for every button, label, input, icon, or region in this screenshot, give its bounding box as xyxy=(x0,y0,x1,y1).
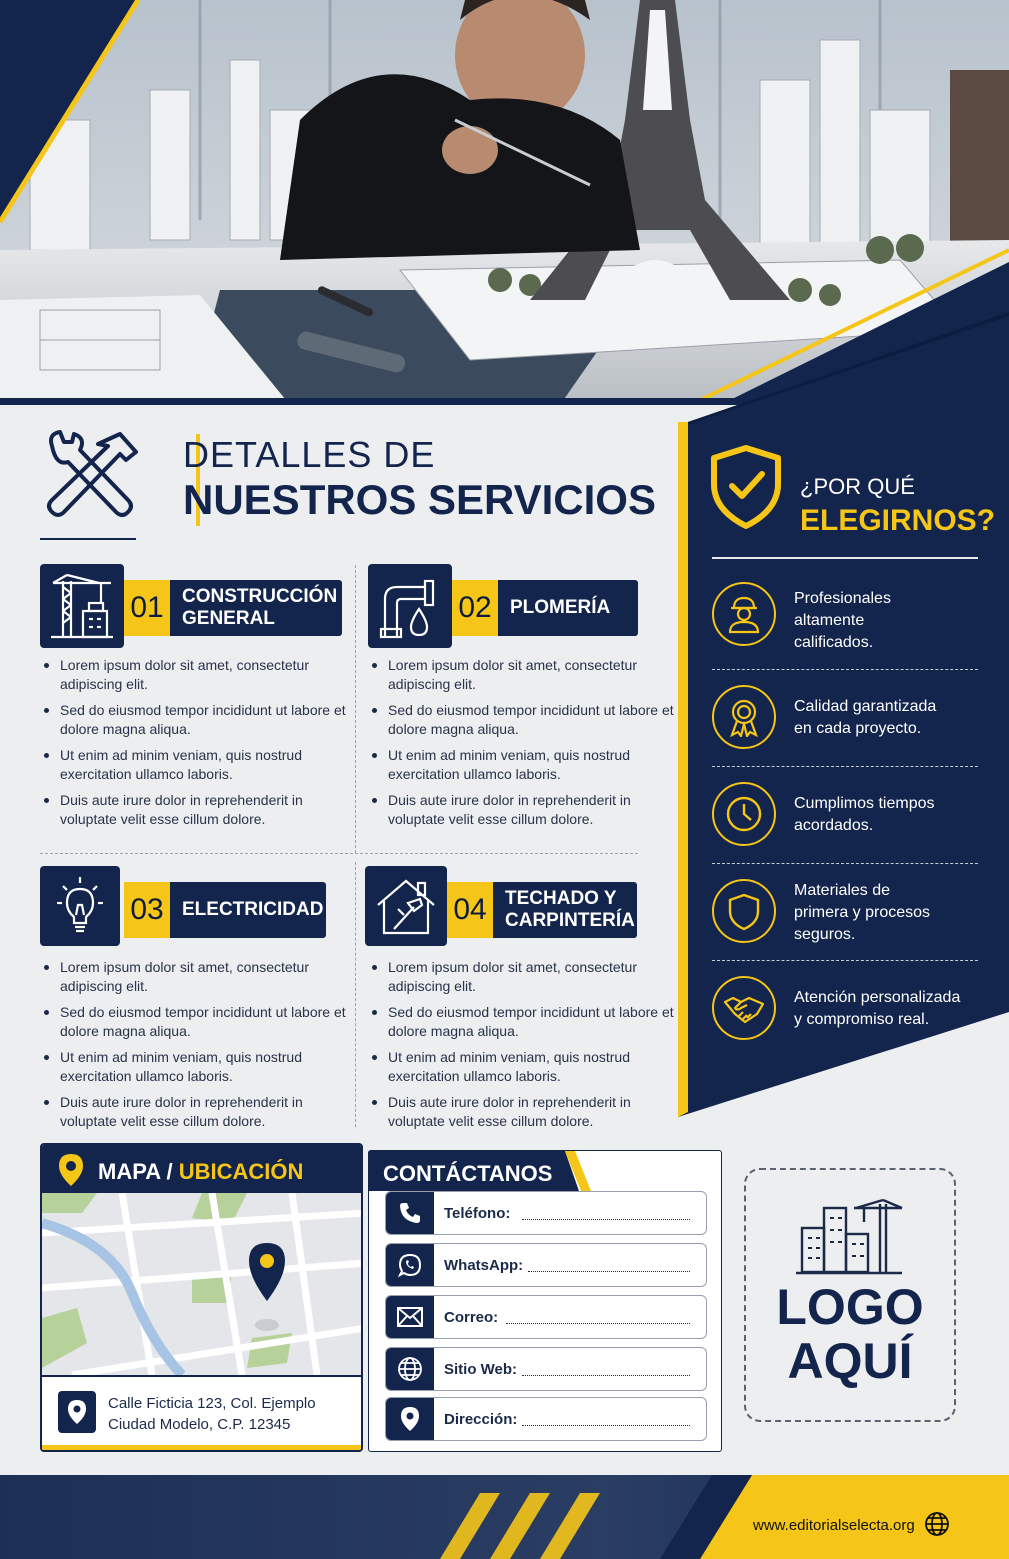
shield-check-icon xyxy=(710,444,782,530)
service-name-line1: ELECTRICIDAD xyxy=(182,899,324,920)
footer-url[interactable]: www.editorialselecta.org xyxy=(753,1517,915,1534)
why-item xyxy=(712,574,978,670)
pipe-drop-icon xyxy=(368,564,452,648)
contact-title: CONTÁCTANOS xyxy=(383,1161,553,1186)
shield-icon xyxy=(712,879,776,943)
service-number: 03 xyxy=(124,882,170,938)
logo-text xyxy=(746,1280,954,1388)
why-item-line: Profesionales xyxy=(794,590,891,607)
contact-row-whatsapp[interactable] xyxy=(385,1243,707,1287)
whatsapp-icon xyxy=(386,1244,434,1286)
why-item-line: Cumplimos tiempos xyxy=(794,795,935,812)
logo-line1: LOGO xyxy=(776,1279,924,1335)
service-bullet: Lorem ipsum dolor sit amet, consectetur adipiscing elit. xyxy=(40,656,350,694)
contact-row-address[interactable] xyxy=(385,1397,707,1441)
service-name-line2: GENERAL xyxy=(182,608,275,629)
service-name-line1: PLOMERÍA xyxy=(510,597,611,618)
map-view[interactable] xyxy=(42,1193,361,1375)
service-name xyxy=(493,882,637,938)
why-item-separator xyxy=(712,960,978,961)
map-card xyxy=(40,1143,363,1452)
envelope-icon xyxy=(386,1296,434,1338)
why-item-separator xyxy=(712,766,978,767)
contact-label: Dirección: xyxy=(444,1411,518,1428)
service-bullet: Sed do eiusmod tempor incididunt ut labore et dolore magna aliqua. xyxy=(40,701,350,739)
why-item-line: Atención personalizada xyxy=(794,989,961,1006)
why-item xyxy=(712,768,978,864)
why-item-line: y compromiso real. xyxy=(794,1011,930,1028)
contact-fill-line xyxy=(522,1375,690,1376)
why-item-line: en cada proyecto. xyxy=(794,720,922,737)
service-number: 01 xyxy=(124,580,170,636)
service-name-line1: CONSTRUCCIÓN xyxy=(182,586,338,607)
why-item-line: Calidad garantizada xyxy=(794,698,937,715)
lightbulb-icon xyxy=(40,866,120,946)
location-pin-icon xyxy=(58,1391,96,1433)
contact-fill-line xyxy=(506,1323,690,1324)
award-ribbon-icon xyxy=(712,685,776,749)
address-line1: Calle Ficticia 123, Col. Ejemplo xyxy=(108,1395,316,1412)
service-bullet: Ut enim ad minim veniam, quis nostrud exercitation ullamco laboris. xyxy=(40,746,350,784)
clock-icon xyxy=(712,782,776,846)
globe-icon xyxy=(386,1348,434,1390)
why-divider xyxy=(712,557,978,559)
service-name xyxy=(170,882,326,938)
service-bullet: Ut enim ad minim veniam, quis nostrud exercitation ullamco laboris. xyxy=(368,1048,675,1086)
contact-row-email[interactable] xyxy=(385,1295,707,1339)
worker-icon xyxy=(712,582,776,646)
why-item-line: seguros. xyxy=(794,926,856,943)
service-name-line1: TECHADO Y xyxy=(505,888,617,909)
service-name-line2: CARPINTERÍA xyxy=(505,910,635,931)
why-item-line: Materiales de xyxy=(794,882,891,899)
address-line2: Ciudad Modelo, C.P. 12345 xyxy=(108,1416,291,1433)
footer xyxy=(0,1475,1009,1559)
globe-icon xyxy=(924,1511,950,1537)
service-name xyxy=(170,580,342,636)
service-divider-horizontal xyxy=(40,853,638,854)
why-item-line: altamente xyxy=(794,612,865,629)
map-accent-bar xyxy=(42,1445,361,1450)
service-divider-vertical xyxy=(355,862,356,1127)
contact-label: Correo: xyxy=(444,1309,499,1326)
service-bullet: Ut enim ad minim veniam, quis nostrud exercitation ullamco laboris. xyxy=(40,1048,350,1086)
service-bullet: Lorem ipsum dolor sit amet, consectetur adipiscing elit. xyxy=(368,656,678,694)
crane-building-icon xyxy=(40,564,124,648)
why-choose-us-panel xyxy=(668,312,1009,1117)
location-pin-icon xyxy=(58,1153,84,1187)
service-bullet: Lorem ipsum dolor sit amet, consectetur adipiscing elit. xyxy=(40,958,350,996)
service-divider-vertical xyxy=(355,565,356,853)
title-underline xyxy=(40,538,136,540)
why-item xyxy=(712,865,978,961)
service-card-electricity xyxy=(40,866,350,1138)
service-bullet: Sed do eiusmod tempor incididunt ut labore et dolore magna aliqua. xyxy=(368,1003,675,1041)
contact-row-phone[interactable] xyxy=(385,1191,707,1235)
why-answer: ELEGIRNOS? xyxy=(800,504,996,537)
contact-fill-line xyxy=(522,1425,690,1426)
map-address xyxy=(42,1375,361,1452)
why-item-line: calificados. xyxy=(794,634,874,651)
service-bullet: Duis aute irure dolor in reprehenderit in voluptate velit esse cillum dolore. xyxy=(40,1093,350,1131)
handshake-icon xyxy=(712,976,776,1040)
why-item-separator xyxy=(712,669,978,670)
contact-card xyxy=(368,1150,722,1452)
wrench-hammer-icon xyxy=(40,430,140,525)
why-item-line: primera y procesos xyxy=(794,904,931,921)
location-pin-icon xyxy=(386,1398,434,1440)
contact-label: Sitio Web: xyxy=(444,1361,518,1378)
map-title-b: UBICACIÓN xyxy=(178,1159,304,1184)
service-bullet: Sed do eiusmod tempor incididunt ut labore et dolore magna aliqua. xyxy=(368,701,678,739)
map-title xyxy=(98,1159,303,1185)
map-title-a: MAPA / xyxy=(98,1159,173,1184)
phone-icon xyxy=(386,1192,434,1234)
why-question: ¿POR QUÉ xyxy=(800,474,915,499)
service-bullet: Duis aute irure dolor in reprehenderit in voluptate velit esse cillum dolore. xyxy=(368,791,678,829)
house-hammer-icon xyxy=(365,866,447,946)
service-card-roofing xyxy=(365,866,675,1138)
contact-label: Teléfono: xyxy=(444,1205,511,1222)
map-header xyxy=(42,1145,361,1193)
page-title-line2: NUESTROS SERVICIOS xyxy=(183,476,656,523)
contact-row-website[interactable] xyxy=(385,1347,707,1391)
contact-fill-line xyxy=(522,1219,690,1220)
service-card-construction xyxy=(40,564,350,836)
services-title-block xyxy=(40,430,656,540)
logo-placeholder xyxy=(744,1168,956,1422)
why-item-separator xyxy=(712,863,978,864)
service-number: 02 xyxy=(452,580,498,636)
service-bullet: Sed do eiusmod tempor incididunt ut labore et dolore magna aliqua. xyxy=(40,1003,350,1041)
contact-label: WhatsApp: xyxy=(444,1257,524,1274)
why-item-line: acordados. xyxy=(794,817,874,834)
page-title-line1: DETALLES DE xyxy=(183,434,436,475)
service-bullet: Lorem ipsum dolor sit amet, consectetur adipiscing elit. xyxy=(368,958,675,996)
service-card-plumbing xyxy=(368,564,678,836)
buildings-crane-icon xyxy=(794,1198,904,1276)
service-bullet: Duis aute irure dolor in reprehenderit in voluptate velit esse cillum dolore. xyxy=(368,1093,675,1131)
why-item xyxy=(712,962,978,1052)
logo-line2: AQUÍ xyxy=(787,1333,913,1389)
contact-fill-line xyxy=(528,1271,690,1272)
why-item xyxy=(712,671,978,767)
service-name xyxy=(498,580,638,636)
service-number: 04 xyxy=(447,882,493,938)
service-bullet: Ut enim ad minim veniam, quis nostrud exercitation ullamco laboris. xyxy=(368,746,678,784)
service-bullet: Duis aute irure dolor in reprehenderit in voluptate velit esse cillum dolore. xyxy=(40,791,350,829)
